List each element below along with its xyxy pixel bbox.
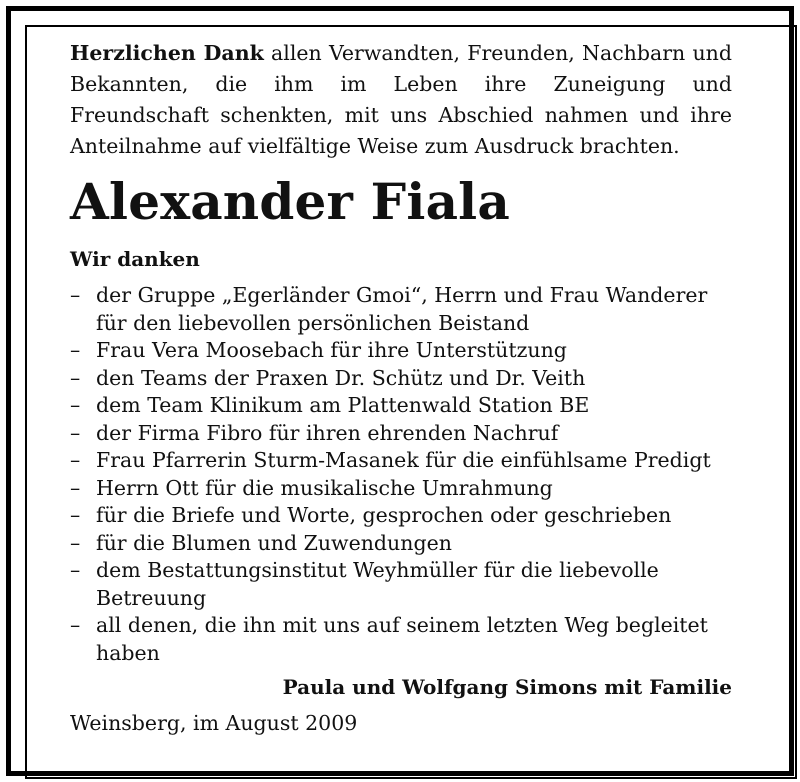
intro-lead: Herzlichen Dank — [70, 41, 264, 65]
dash-marker: – — [70, 420, 81, 445]
thanks-item: – Frau Vera Moosebach für ihre Unterstützung — [70, 337, 732, 365]
thanks-item: – Frau Pfarrerin Sturm-Masanek für die einfühlsame Predigt — [70, 447, 732, 475]
thanks-item: – für die Briefe und Worte, gesprochen oder geschrieben — [70, 502, 732, 530]
dash-marker: – — [70, 475, 81, 500]
place-date: Weinsberg, im August 2009 — [70, 711, 358, 735]
notice-content — [70, 38, 732, 737]
thanks-item: – den Teams der Praxen Dr. Schütz und Dr. Veith — [70, 365, 732, 393]
thanks-item: – all denen, die ihn mit uns auf seinem letzten Weg begleitet haben — [70, 613, 708, 665]
thanks-list — [70, 282, 732, 667]
intro-paragraph — [70, 38, 732, 162]
dash-marker: – — [70, 393, 81, 417]
dash-marker: – — [70, 558, 81, 582]
deceased-name: Alexander Fiala — [70, 172, 510, 231]
thanks-item: – dem Bestattungsinstitut Weyhmüller für die liebevolle Betreuung — [70, 558, 659, 610]
intro-text: allen Verwandten, Freunden, Nachbarn und Bekannten, die ihm im Leben ihre Zuneigung und Freundschaft schenkten, mit uns Abschied nahmen und ihre Anteilnahme auf vielfältige Weise zum Ausdruck brachten. — [70, 41, 733, 158]
dash-marker: – — [70, 448, 81, 472]
dash-marker: – — [70, 503, 81, 527]
dash-marker: – — [70, 283, 81, 307]
dash-marker: – — [70, 365, 81, 390]
dash-marker: – — [70, 338, 81, 362]
thanks-item: – für die Blumen und Zuwendungen — [70, 530, 732, 558]
thanks-item: – Herrn Ott für die musikalische Umrahmung — [70, 475, 732, 503]
thanks-heading: Wir danken — [70, 247, 200, 271]
thanks-item: – der Firma Fibro für ihren ehrenden Nachruf — [70, 420, 732, 448]
thanks-item: – der Gruppe „Egerländer Gmoi“, Herrn und Frau Wanderer für den liebevollen persönlichen Beistand — [70, 283, 708, 335]
dash-marker: – — [70, 530, 81, 555]
dash-marker: – — [70, 613, 81, 637]
signature: Paula und Wolfgang Simons mit Familie — [282, 675, 732, 699]
thanks-item: – dem Team Klinikum am Plattenwald Station BE — [70, 392, 732, 420]
